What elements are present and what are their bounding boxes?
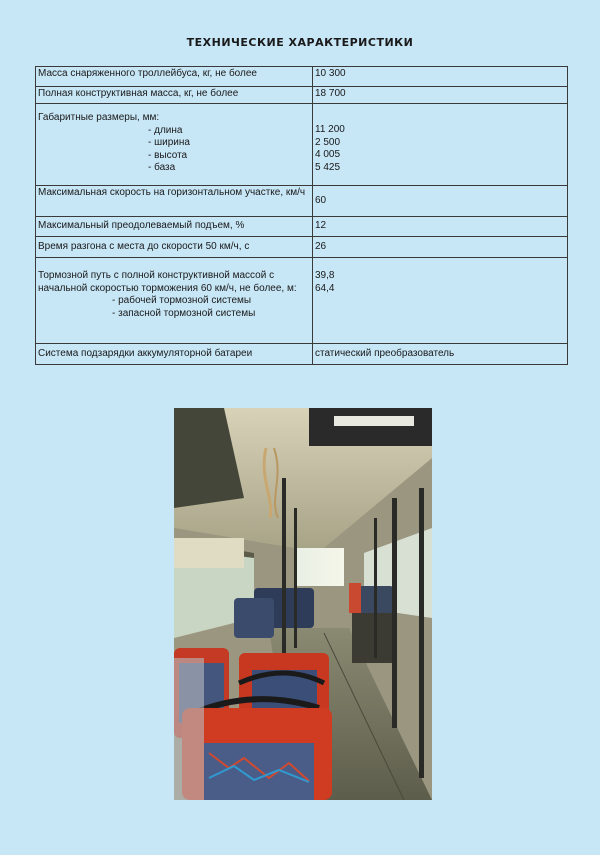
specs-table <box>35 66 568 365</box>
table-row <box>36 258 568 344</box>
table-row <box>36 87 568 104</box>
row-value: 39,8 <box>315 270 335 281</box>
trolleybus-interior-photo <box>174 408 432 800</box>
row-label: Масса снаряженного троллейбуса, кг, не более <box>36 67 313 87</box>
dimensions-values <box>313 104 568 186</box>
table-row <box>36 186 568 217</box>
sub-label: - длина <box>148 124 183 136</box>
page-title: ТЕХНИЧЕСКИЕ ХАРАКТЕРИСТИКИ <box>186 36 414 49</box>
dimensions-cell <box>36 104 313 186</box>
row-value: 5 425 <box>315 161 341 173</box>
sub-label: - ширина <box>148 137 190 148</box>
row-label: Максимальная скорость на горизонтальном участке, км/ч <box>36 186 313 217</box>
sub-label: - запасной тормозной системы <box>112 307 256 319</box>
table-row <box>36 104 568 186</box>
row-label: Полная конструктивная масса, кг, не более <box>36 87 313 104</box>
row-label: Габаритные размеры, мм: <box>38 112 160 123</box>
table-row <box>36 217 568 237</box>
table-row <box>36 237 568 258</box>
table-row <box>36 67 568 87</box>
sub-label: - высота <box>148 149 188 161</box>
row-value: 64,4 <box>315 282 335 294</box>
row-value: 2 500 <box>315 136 341 148</box>
row-label: Максимальный преодолеваемый подъем, % <box>36 217 313 237</box>
row-label: Система подзарядки аккумуляторной батареи <box>36 344 313 365</box>
row-value: 12 <box>313 217 568 237</box>
braking-cell <box>36 258 313 344</box>
table-row <box>36 344 568 365</box>
row-value: 60 <box>313 186 568 217</box>
row-value: 11 200 <box>315 124 345 135</box>
row-label: Время разгона с места до скорости 50 км/ч, с <box>36 237 313 258</box>
row-value: статический преобразователь <box>313 344 568 365</box>
interior-illustration <box>174 408 432 800</box>
row-value: 10 300 <box>313 67 568 87</box>
row-value: 26 <box>313 237 568 258</box>
row-label: Тормозной путь с полной конструктивной массой с начальной скоростью торможения 60 км/ч, не более, м: <box>38 270 297 294</box>
row-value: 4 005 <box>315 149 341 160</box>
sub-label: - база <box>148 162 176 173</box>
row-value: 18 700 <box>313 87 568 104</box>
sub-label: - рабочей тормозной системы <box>112 295 252 306</box>
braking-values <box>313 258 568 344</box>
